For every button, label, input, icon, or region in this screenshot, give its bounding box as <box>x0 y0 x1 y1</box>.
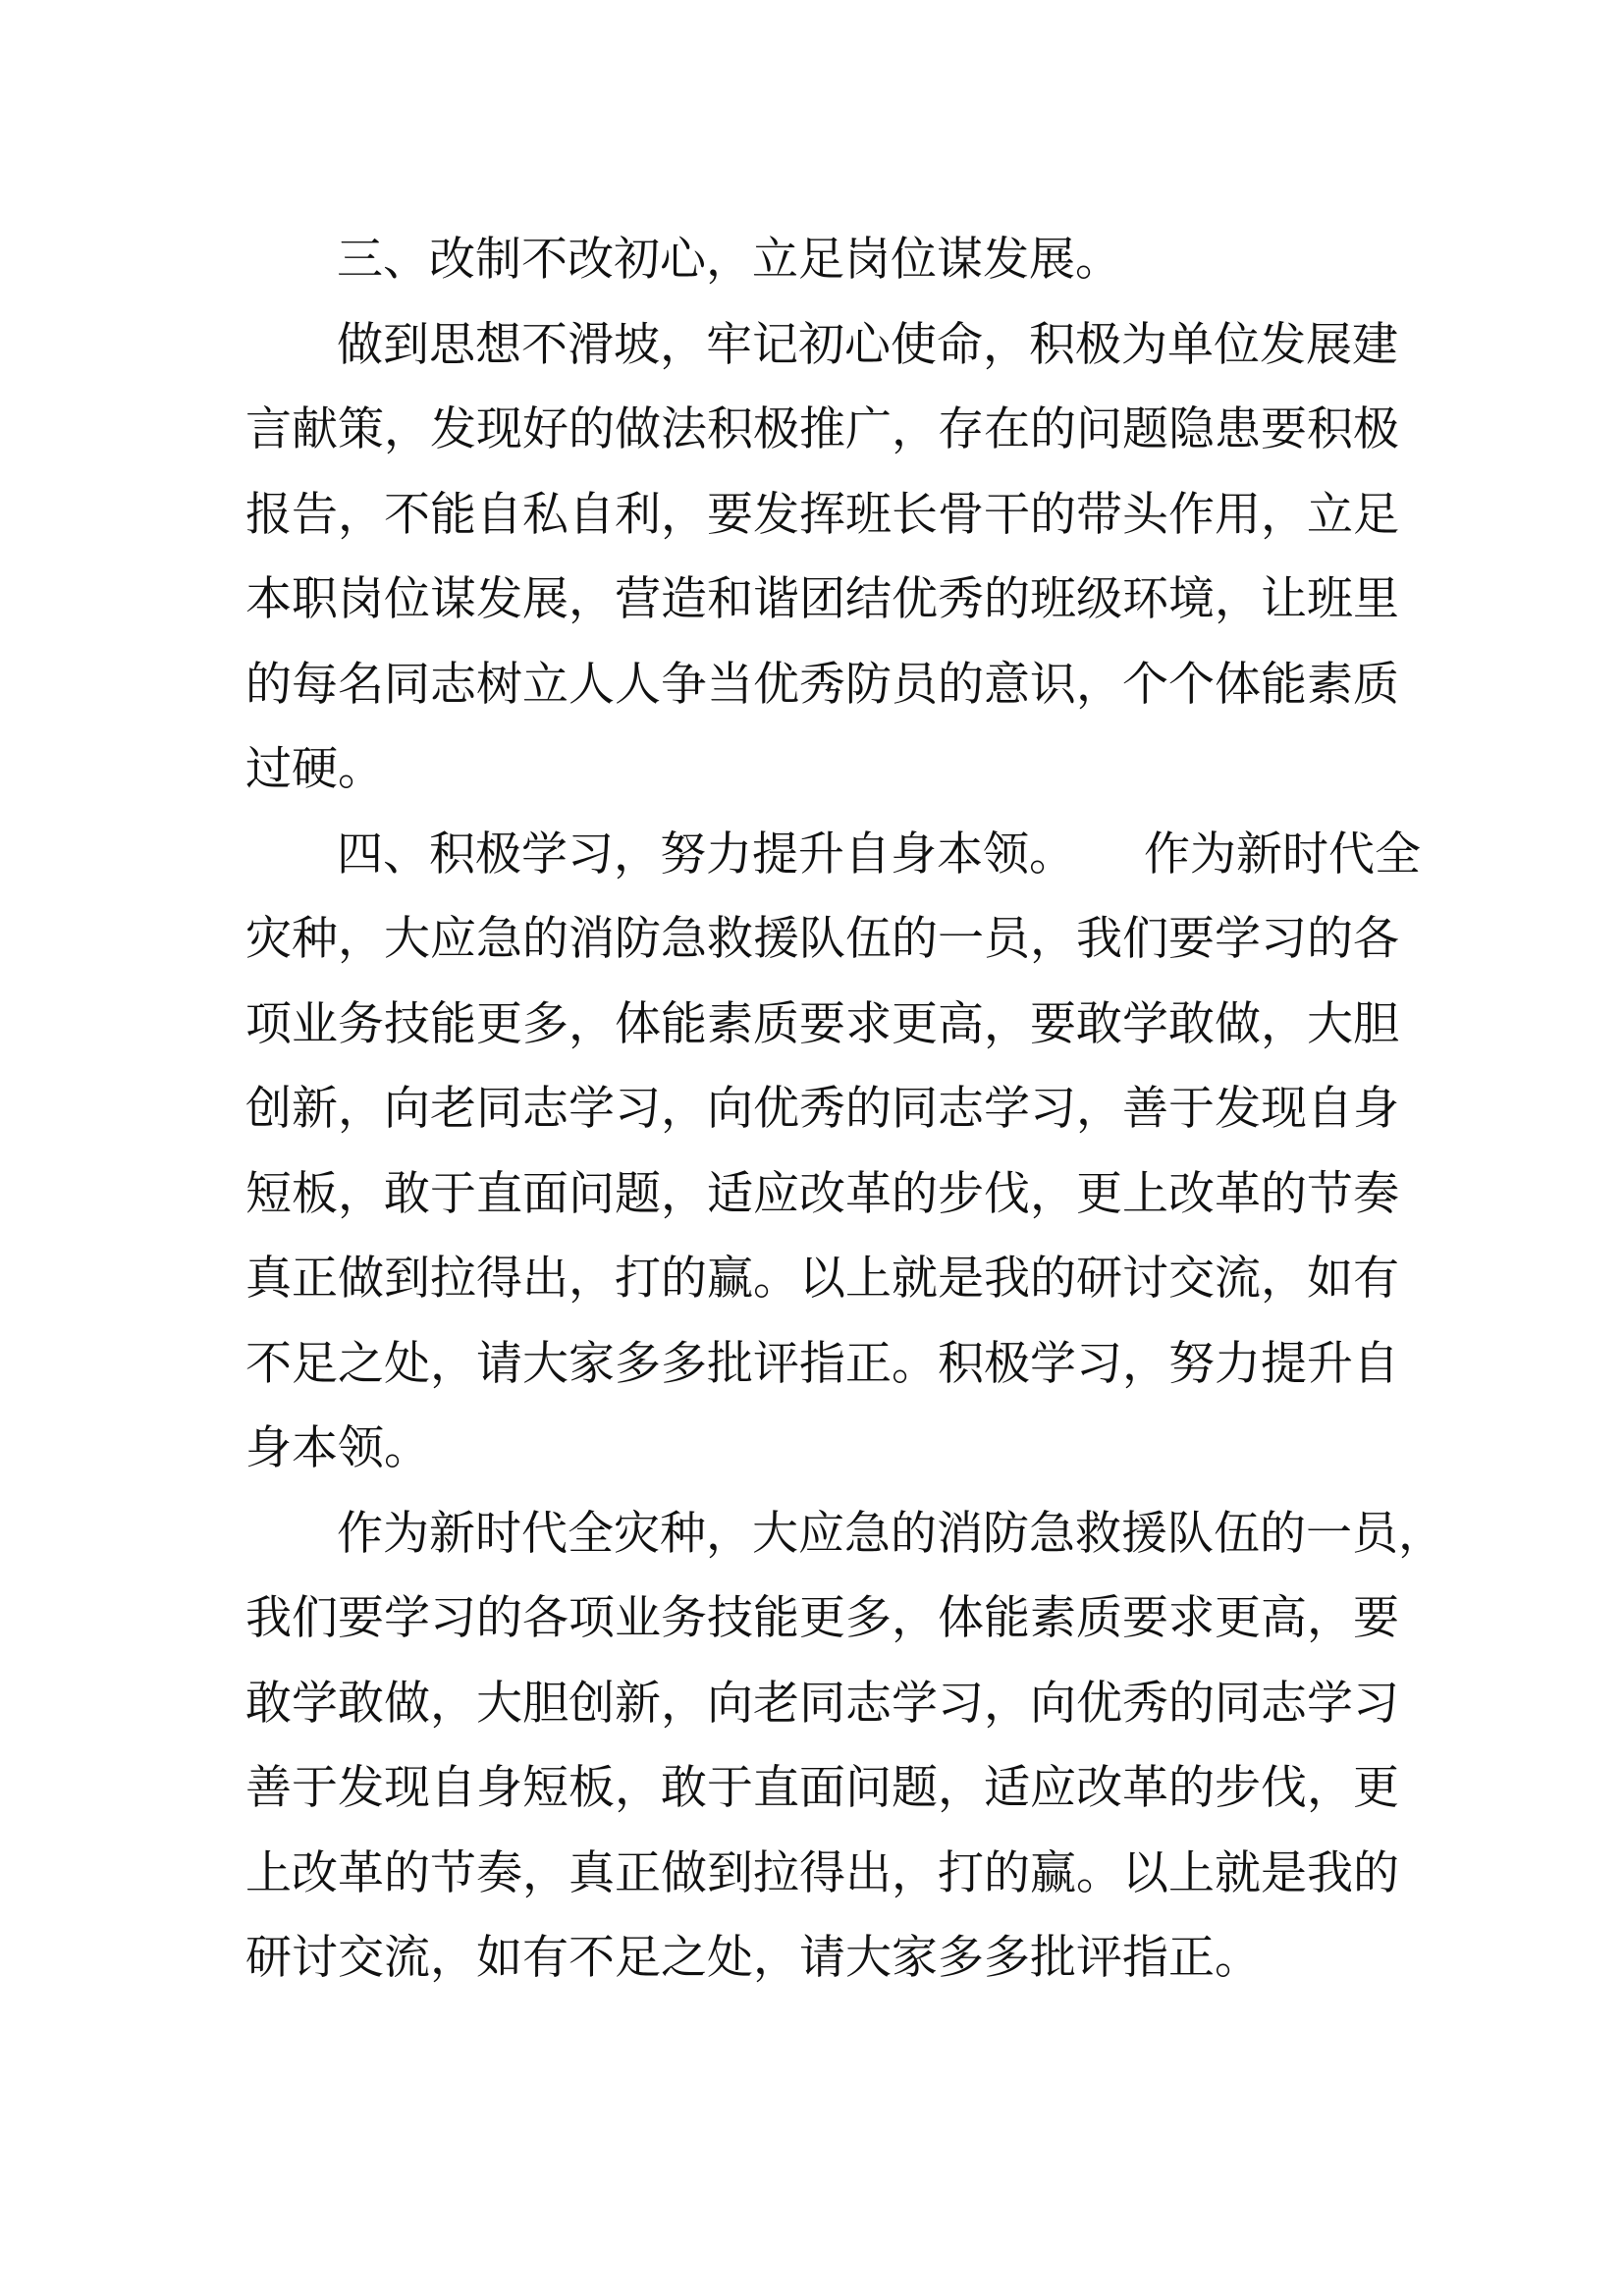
paragraph-line: 做到思想不滑坡，牢记初心使命，积极为单位发展建 <box>337 317 1398 372</box>
paragraph-line: 项业务技能更多，体能素质要求更高，要敢学敢做，大胆 <box>245 996 1399 1051</box>
section-heading-4-line <box>245 813 1421 898</box>
section-heading-3: 三、改制不改初心，立足岗位谋发展。 <box>337 233 1121 287</box>
paragraph-2 <box>245 897 1399 1492</box>
document-body <box>245 218 1444 2002</box>
paragraph-line: 短板，敢于直面问题，适应改革的步伐，更上改革的节奏 <box>245 1166 1399 1221</box>
paragraph-line: 善于发现自身短板，敢于直面问题，适应改革的步伐，更 <box>245 1761 1399 1815</box>
paragraph-line: 创新，向老同志学习，向优秀的同志学习，善于发现自身 <box>245 1082 1399 1136</box>
paragraph-1 <box>245 303 1399 813</box>
paragraph-line: 研讨交流，如有不足之处，请大家多多批评指正。 <box>245 1931 1261 1985</box>
paragraph-line: 灾种，大应急的消防急救援队伍的一员，我们要学习的各 <box>245 912 1399 966</box>
paragraph-line: 敢学敢做，大胆创新，向老同志学习，向优秀的同志学习 <box>245 1676 1399 1731</box>
paragraph-3 <box>245 1492 1444 2002</box>
paragraph-line: 我们要学习的各项业务技能更多，体能素质要求更高，要 <box>245 1591 1399 1645</box>
paragraph-line: 过硬。 <box>245 742 384 796</box>
paragraph-line: 作为新时代全灾种，大应急的消防急救援队伍的一员， <box>337 1506 1444 1561</box>
paragraph-line: 本职岗位谋发展，营造和谐团结优秀的班级环境，让班里 <box>245 572 1399 626</box>
paragraph-line: 真正做到拉得出，打的赢。以上就是我的研讨交流，如有 <box>245 1252 1399 1306</box>
section-heading-4: 四、积极学习，努力提升自身本领。 <box>337 827 1075 881</box>
paragraph-line: 身本领。 <box>245 1421 430 1475</box>
paragraph-line: 作为新时代全 <box>1144 827 1421 881</box>
paragraph-line: 上改革的节奏，真正做到拉得出，打的赢。以上就是我的 <box>245 1845 1399 1900</box>
paragraph-line: 不足之处，请大家多多批评指正。积极学习，努力提升自 <box>245 1336 1399 1391</box>
paragraph-line: 言献策，发现好的做法积极推广，存在的问题隐患要积极 <box>245 402 1399 456</box>
paragraph-line: 报告，不能自私自利，要发挥班长骨干的带头作用，立足 <box>245 487 1399 542</box>
paragraph-line: 的每名同志树立人人争当优秀防员的意识，个个体能素质 <box>245 657 1399 712</box>
